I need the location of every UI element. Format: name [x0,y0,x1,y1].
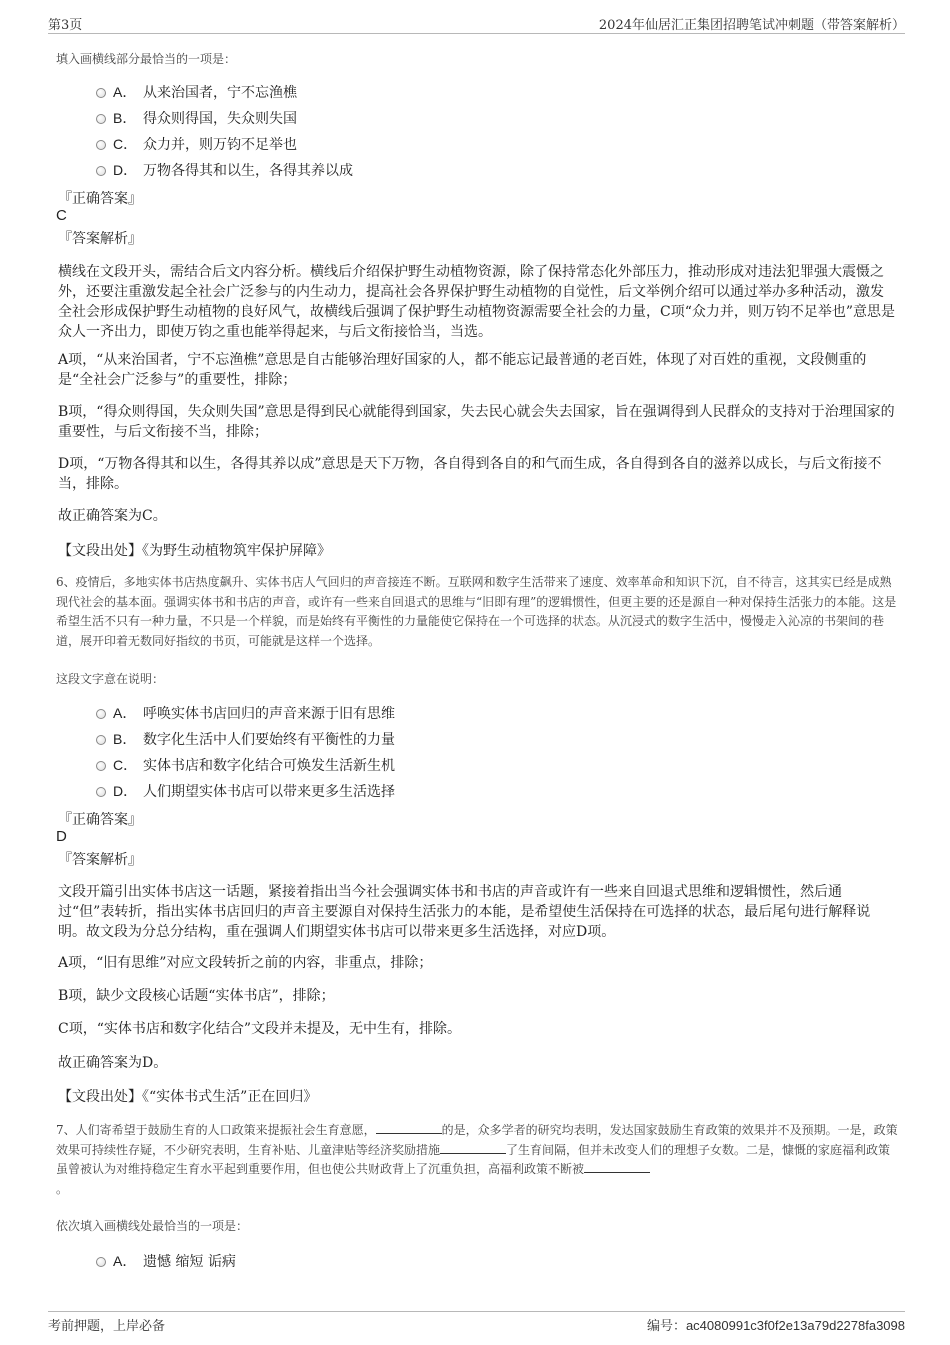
q5-option-a[interactable]: A． 从来治国者，宁不忘渔樵 [96,82,297,104]
page-footer [48,1311,905,1335]
q6-analysis-label: 『答案解析』 [58,852,142,868]
q5-option-d[interactable]: D． 万物各得其和以生，各得其养以成 [96,160,353,182]
radio-icon[interactable] [96,709,106,719]
q6-option-a[interactable]: A． 呼唤实体书店回归的声音来源于旧有思维 [96,703,395,725]
page-number: 第3页 [48,18,83,33]
q5-analysis-b: B项，“得众则得国，失众则失国”意思是得到民心就能得到国家，失去民心就会失去国家，旨在强调得到人民群众的支持对于治理国家的重要性，与后文衔接不当，排除； [58,404,895,440]
radio-icon[interactable] [96,787,106,797]
q6-option-d[interactable]: D． 人们期望实体书店可以带来更多生活选择 [96,781,395,803]
radio-icon[interactable] [96,88,106,98]
q5-option-b[interactable]: B． 得众则得国，失众则失国 [96,108,297,130]
q5-prompt: 填入画横线部分最恰当的一项是： [56,52,237,66]
blank-2 [440,1142,506,1154]
q6-option-b[interactable]: B． 数字化生活中人们要始终有平衡性的力量 [96,729,395,751]
q6-analysis-a: A项，“旧有思维”对应文段转折之前的内容，非重点，排除； [58,955,433,971]
q6-question: 6、疫情后，多地实体书店热度飙升、实体书店人气回归的声音接连不断。互联网和数字生活带来了速度、效率革命和知识下沉，自不待言，这其实已经是成熟现代社会的基本面。强调实体书和书店的声音，或许有一些来自回退式的思维与“旧即有理”的逻辑惯性，但更主要的还是源自一种对保持生活张力的本能。这是希望生活不只有一种力量，不只是一个样貌，而是始终有平衡性的力量能使它保持在一个可选择的状态。从沉浸式的数字生活中，慢慢走入沁凉的书架间的巷道，展开印着无数同好指纹的书页，可能就是这样一个选择。 [56,575,897,648]
q6-source: 【文段出处】《“实体书式生活”正在回归》 [58,1089,318,1105]
q5-analysis-label: 『答案解析』 [58,231,142,247]
q5-conclusion: 故正确答案为C。 [58,508,167,524]
radio-icon[interactable] [96,114,106,124]
radio-icon[interactable] [96,1257,106,1267]
q6-prompt: 这段文字意在说明： [56,672,165,686]
page-header [48,12,905,34]
q7-prompt: 依次填入画横线处最恰当的一项是： [56,1219,249,1233]
q6-conclusion: 故正确答案为D。 [58,1055,168,1071]
q5-analysis-main: 横线在文段开头，需结合后文内容分析。横线后介绍保护野生动植物资源，除了保持常态化外部压力，推动形成对违法犯罪强大震慑之外，还要注重激发起全社会广泛参与的内生动力，提高社会各界保护野生动植物的自觉性，后文举例介绍可以通过举办多种活动，激发全社会形成保护野生动植物的良好风气，故横线后强调了保护野生动植物资源需要全社会的力量，C项“众力并，则万钧不足举也”意思是众人一齐出力，即使万钧之重也能举得起来，与后文衔接恰当，当选。 [58,264,896,340]
q6-answer: D [56,828,67,845]
blank-3 [584,1161,650,1173]
q5-answer: C [56,207,67,224]
q5-answer-label: 『正确答案』 [58,191,142,207]
q5-option-c[interactable]: C． 众力并，则万钧不足举也 [96,134,297,156]
q6-option-c[interactable]: C． 实体书店和数字化结合可焕发生活新生机 [96,755,395,777]
q5-analysis-d: D项，“万物各得其和以生，各得其养以成”意思是天下万物，各自得到各自的和气而生成，各自得到各自的滋养以成长，与后文衔接不当，排除。 [58,456,882,492]
footer-slogan: 考前押题，上岸必备 [48,1319,166,1334]
q6-analysis-main: 文段开篇引出实体书店这一话题，紧接着指出当今社会强调实体书和书店的声音或许有一些来自回退式思维和逻辑惯性，然后通过“但”表转折，指出实体书店回归的声音主要源自对保持生活张力的本能，是希望使生活保持在可选择的状态，最后尾句进行解释说明。故文段为分总分结构，重在强调人们期望实体书店可以带来更多生活选择，对应D项。 [58,884,871,940]
document-title: 2024年仙居汇正集团招聘笔试冲刺题（带答案解析） [598,18,905,33]
q6-analysis-c: C项，“实体书店和数字化结合”文段并未提及，无中生有，排除。 [58,1021,462,1037]
radio-icon[interactable] [96,140,106,150]
q7-option-a[interactable]: A． 遗憾 缩短 诟病 [96,1251,236,1273]
blank-1 [376,1122,442,1134]
q7-question: 7、人们寄希望于鼓励生育的人口政策来提振社会生育意愿， 的是，众多学者的研究均表明，发达国家鼓励生育政策的效果并不及预期。一是，政策效果可持续性存疑，不少研究表明，生育补贴、儿童津贴等经济奖励措施 了生育间隔，但并未改变人们的理想子女数。二是，慷慨的家庭福利政策虽曾被认为对维持稳定生育水平起到重要作用，但也使公共财政背上了沉重负担，高福利政策不断被 。 [56,1123,898,1196]
radio-icon[interactable] [96,166,106,176]
document-code: 编号：ac4080991c3f0f2e13a79d2278fa3098 [646,1318,905,1334]
q5-analysis-a: A项，“从来治国者，宁不忘渔樵”意思是自古能够治理好国家的人，都不能忘记最普通的老百姓，体现了对百姓的重视，文段侧重的是“全社会广泛参与”的重要性，排除； [58,352,867,388]
radio-icon[interactable] [96,761,106,771]
q6-analysis-b: B项，缺少文段核心话题“实体书店”，排除； [58,988,335,1004]
q5-source: 【文段出处】《为野生动植物筑牢保护屏障》 [58,543,331,559]
radio-icon[interactable] [96,735,106,745]
q6-answer-label: 『正确答案』 [58,812,142,828]
